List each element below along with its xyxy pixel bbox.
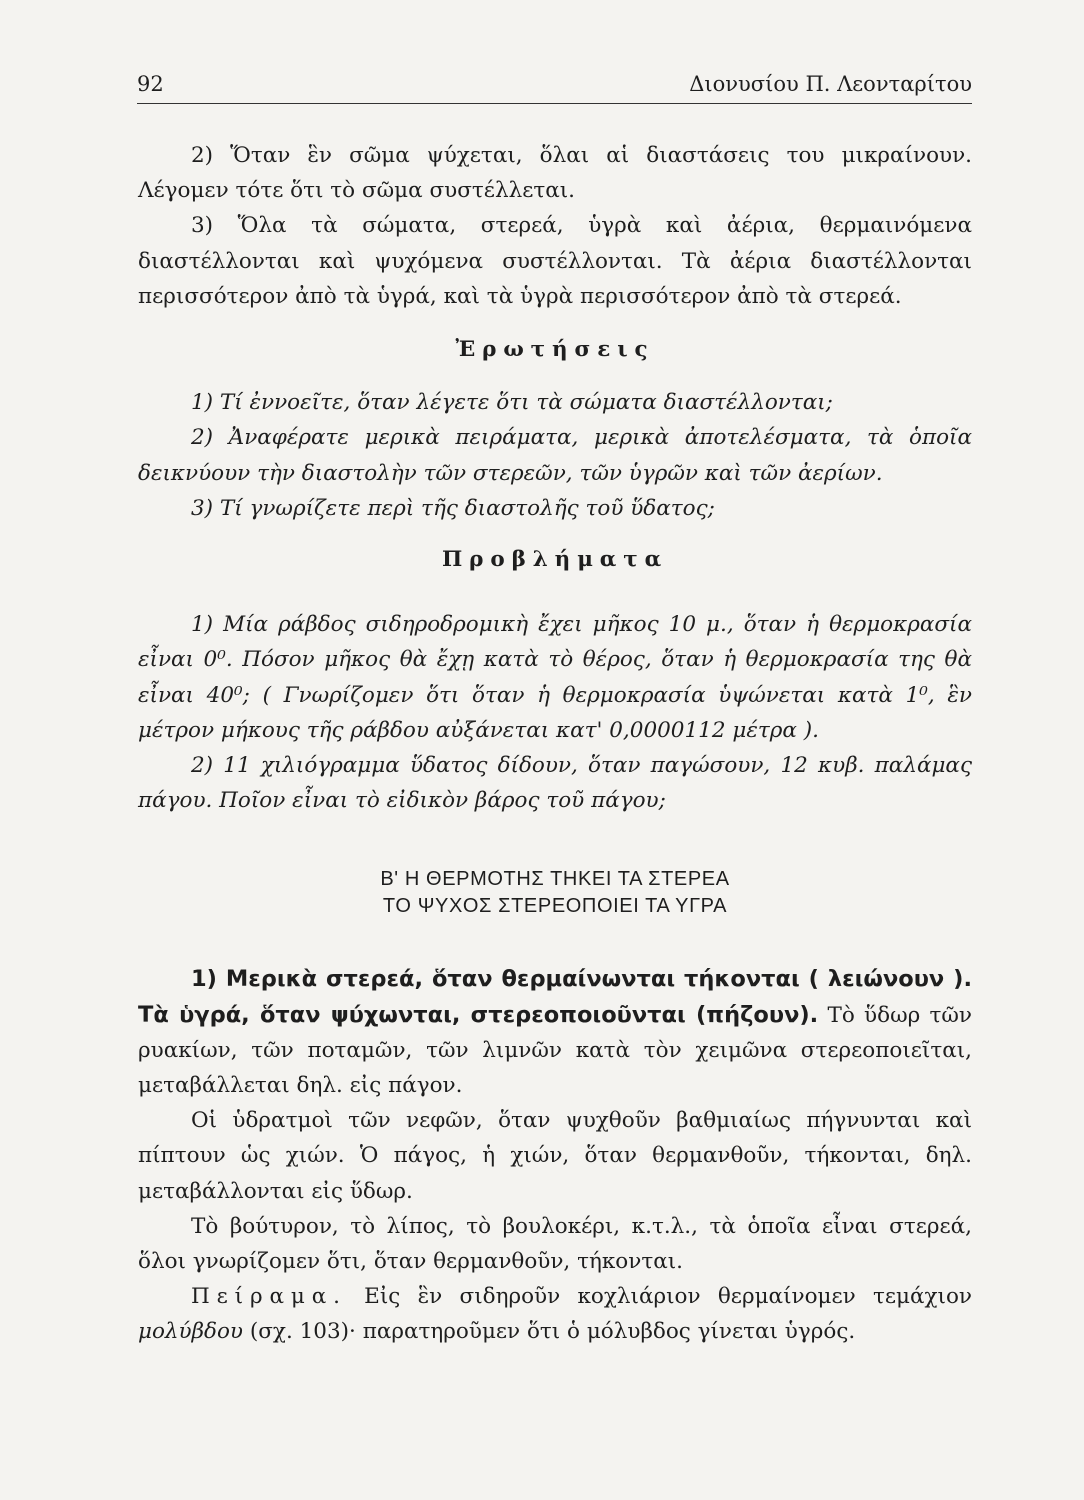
page-number: 92: [137, 72, 164, 96]
section-lead-bold: 1) Μερικὰ στερεά, ὅταν θερμαίνωνται τήκονται ( λειώνουν ). Τὰ ὑγρά, ὅταν ψύχωνται, στερεοποιοῦνται (πήζουν).: [138, 966, 972, 1028]
question-item: 3) Τί γνωρίζετε περὶ τῆς διαστολῆς τοῦ ὕδατος;: [191, 495, 715, 521]
question-item: 2) Ἀναφέρατε μερικὰ πειράματα, μερικὰ ἀποτελέσματα, τὰ ὁποῖα δεικνύουν τὴν διαστολὴν τῶν στερεῶν, τῶν ὑγρῶν καὶ τῶν ἀερίων.: [138, 425, 972, 486]
experiment-text: (σχ. 103)· παρατηροῦμεν ὅτι ὁ μόλυβδος γίνεται ὑγρός.: [243, 1319, 856, 1345]
section-lead-paragraph: [138, 962, 972, 1103]
body-paragraph: Τὸ βούτυρον, τὸ λίπος, τὸ βουλοκέρι, κ.τ.λ., τὰ ὁποῖα εἶναι στερεά, ὅλοι γνωρίζομεν ὅτι, ὅταν θερμανθοῦν, τήκονται.: [138, 1213, 972, 1275]
running-head: Διονυσίου Π. Λεονταρίτου: [689, 72, 972, 96]
questions-heading: Ἐρωτήσεις: [455, 337, 655, 363]
experiment-paragraph: [138, 1279, 972, 1349]
question-item: 1) Τί ἐννοεῖτε, ὅταν λέγετε ὅτι τὰ σώματα διαστέλλονται;: [191, 390, 833, 416]
experiment-italic: μολύβδου: [138, 1319, 244, 1345]
section-lead-rest: Τὸ ὕδωρ τῶν ρυακίων, τῶν ποταμῶν, τῶν λιμνῶν κατὰ τὸν χειμῶνα στερεοποιεῖται, μεταβάλλεται δηλ. εἰς πάγον.: [138, 1002, 972, 1099]
section-title: [138, 866, 972, 920]
problems-heading: Προβλήματα: [441, 547, 669, 573]
body-paragraph: Οἱ ὑδρατμοὶ τῶν νεφῶν, ὅταν ψυχθοῦν βαθμιαίως πήγνυνται καὶ πίπτουν ὡς χιών. Ὁ πάγος, ἡ χιών, ὅταν θερμανθοῦν, τήκονται, δηλ. μεταβάλλονται εἰς ὕδωρ.: [138, 1108, 972, 1204]
experiment-label: Πείραμα.: [191, 1284, 347, 1310]
intro-paragraph: 2) Ὅταν ἓν σῶμα ψύχεται, ὅλαι αἱ διαστάσεις του μικραίνουν. Λέγομεν τότε ὅτι τὸ σῶμα συστέλλεται.: [138, 143, 972, 204]
section-title-line: Β' Η ΘΕΡΜΟΤΗΣ ΤΗΚΕΙ ΤΑ ΣΤΕΡΕΑ: [380, 868, 730, 891]
problem-item: 2) 11 χιλιόγραμμα ὕδατος δίδουν, ὅταν παγώσουν, 12 κυβ. παλάμας πάγου. Ποῖον εἶναι τὸ εἰδικὸν βάρος τοῦ πάγου;: [138, 753, 972, 814]
page-body: [138, 138, 972, 1350]
intro-paragraph: 3) Ὅλα τὰ σώματα, στερεά, ὑγρὰ καὶ ἀέρια, θερμαινόμενα διαστέλλονται καὶ ψυχόμενα συστέλλονται. Τὰ ἀέρια διαστέλλονται περισσότερον ἀπὸ τὰ ὑγρά, καὶ τὰ ὑγρὰ περισσότερον ἀπὸ τὰ στερεά.: [138, 213, 972, 309]
experiment-text: Εἰς ἓν σιδηροῦν κοχλιάριον θερμαίνομεν τεμάχιον: [346, 1284, 972, 1310]
section-title-line: ΤΟ ΨΥΧΟΣ ΣΤΕΡΕΟΠΟΙΕΙ ΤΑ ΥΓΡΑ: [382, 895, 728, 918]
header-rule: [137, 103, 972, 104]
problem-item: 1) Μία ράβδος σιδηροδρομικὴ ἔχει μῆκος 10 μ., ὅταν ἡ θερμοκρασία εἶναι 0⁰. Πόσον μῆκος θὰ ἔχῃ κατὰ τὸ θέρος, ὅταν ἡ θερμοκρασία της θὰ εἶναι 40⁰; ( Γνωρίζομεν ὅτι ὅταν ἡ θερμοκρασία ὑψώνεται κατὰ 1⁰, ἓν μέτρον μήκους τῆς ράβδου αὐξάνεται κατ' 0,0000112 μέτρα ).: [138, 612, 972, 743]
